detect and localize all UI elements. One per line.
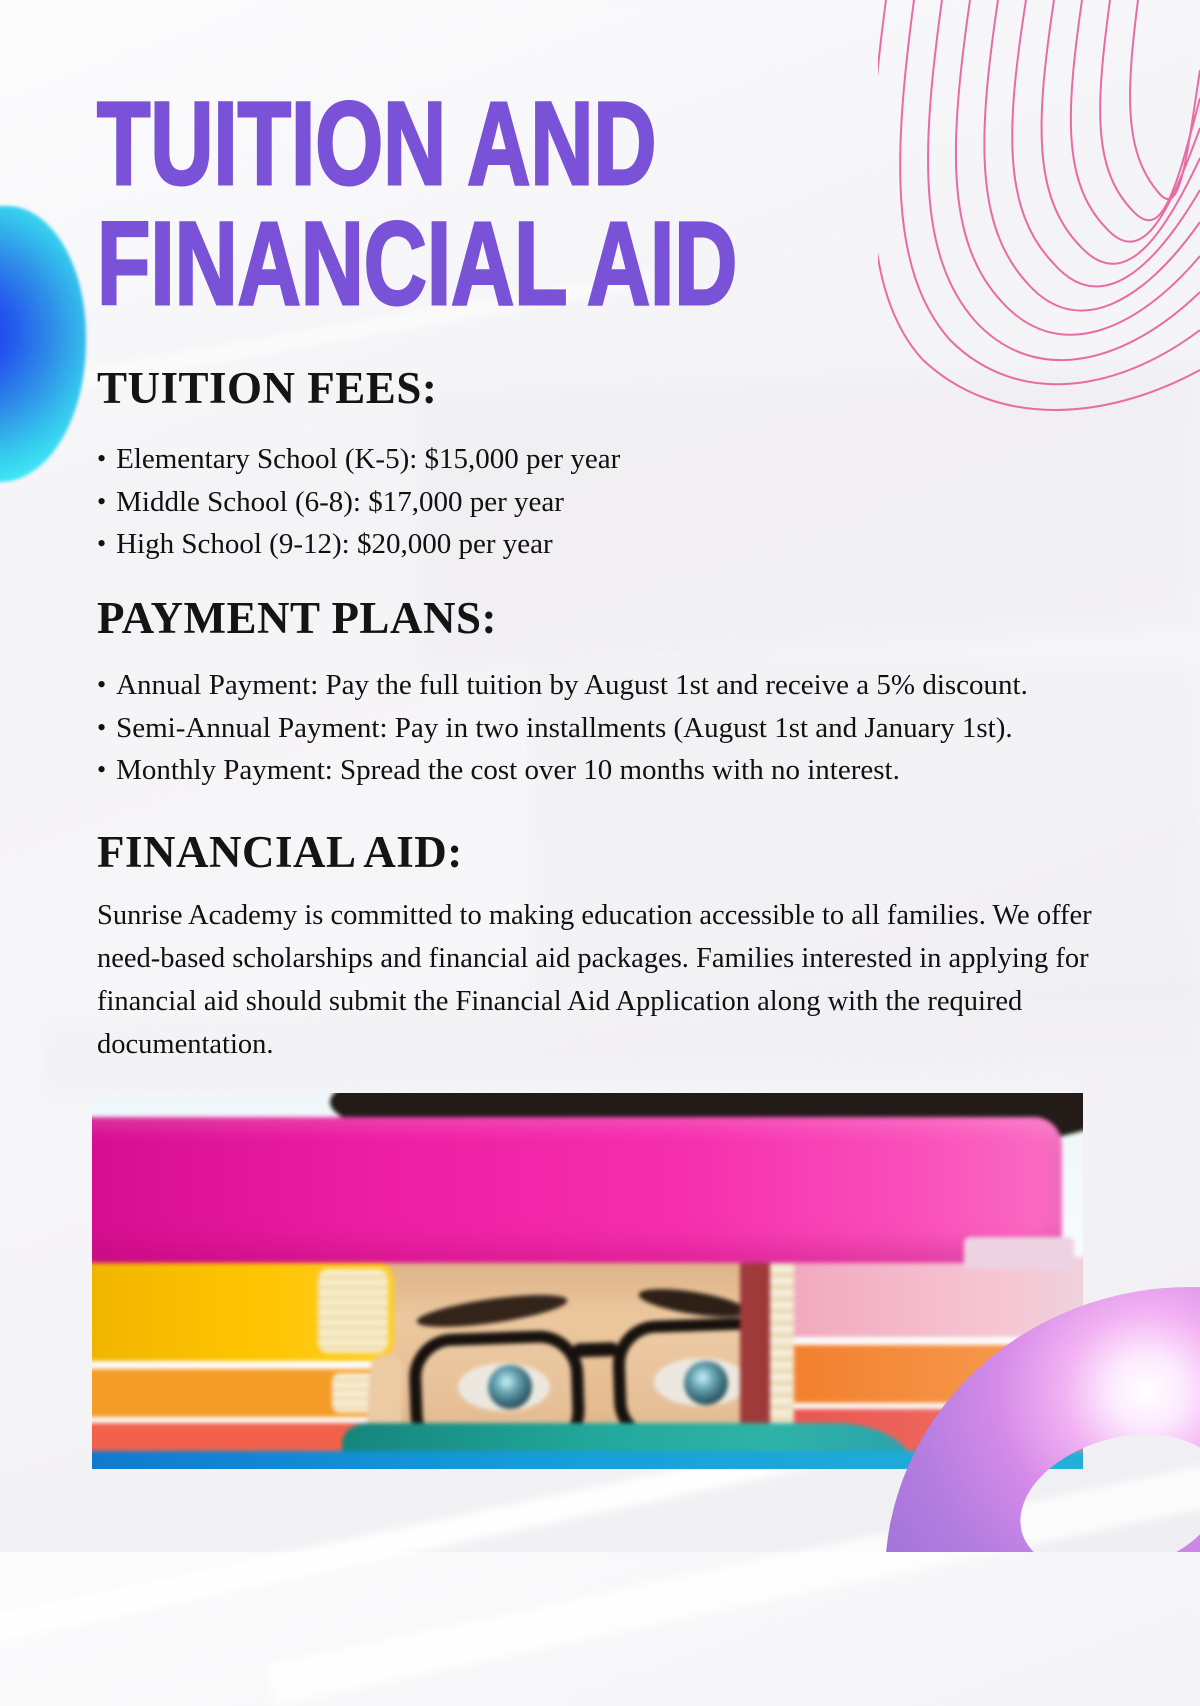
page-title (97, 78, 962, 330)
list-item (97, 664, 1028, 707)
tuition-fees-list (97, 438, 620, 566)
photo-book-gap (92, 1361, 396, 1369)
purple-torus-decoration (870, 1252, 1200, 1552)
blue-sphere-decoration (0, 206, 86, 482)
payment-plans-list (97, 664, 1028, 792)
list-item-text: Semi-Annual Payment: Pay in two installments (August 1st and January 1st). (116, 711, 1013, 744)
page-title-line-2: FINANCIAL AID (97, 198, 738, 330)
page-title-line-1: TUITION AND (97, 78, 657, 210)
list-item-text: High School (9-12): $20,000 per year (116, 528, 553, 560)
list-item (97, 438, 620, 481)
photo-pink-book (92, 1117, 1062, 1263)
list-item (97, 707, 1028, 750)
list-item (97, 523, 620, 566)
list-item-text: Monthly Payment: Spread the cost over 10 months with no interest. (116, 754, 900, 786)
bullet-marker: • (97, 486, 107, 516)
list-item (97, 749, 1028, 792)
financial-aid-heading: FINANCIAL AID: (97, 827, 463, 877)
list-item-text: Annual Payment: Pay the full tuition by August 1st and receive a 5% discount. (116, 669, 1028, 701)
photo-glasses-bridge (572, 1342, 618, 1358)
bullet-marker: • (97, 529, 107, 558)
list-item-text: Elementary School (K-5): $15,000 per year (116, 443, 621, 475)
bullet-marker: • (97, 712, 107, 742)
list-item (97, 481, 620, 524)
tuition-fees-heading: TUITION FEES: (97, 363, 438, 413)
payment-plans-heading: PAYMENT PLANS: (97, 593, 497, 643)
bullet-marker: • (97, 755, 107, 784)
list-item-text: Middle School (6-8): $17,000 per year (116, 485, 564, 518)
financial-aid-paragraph: Sunrise Academy is committed to making education accessible to all families. We offer need-based scholarships and financial aid packages. Families interested in applying for financial aid should submit the Financial Aid Application along with the required documentation. (97, 900, 1092, 1060)
bullet-marker: • (97, 670, 107, 699)
photo-yellow-book-pages (318, 1269, 388, 1353)
bullet-marker: • (97, 444, 107, 473)
